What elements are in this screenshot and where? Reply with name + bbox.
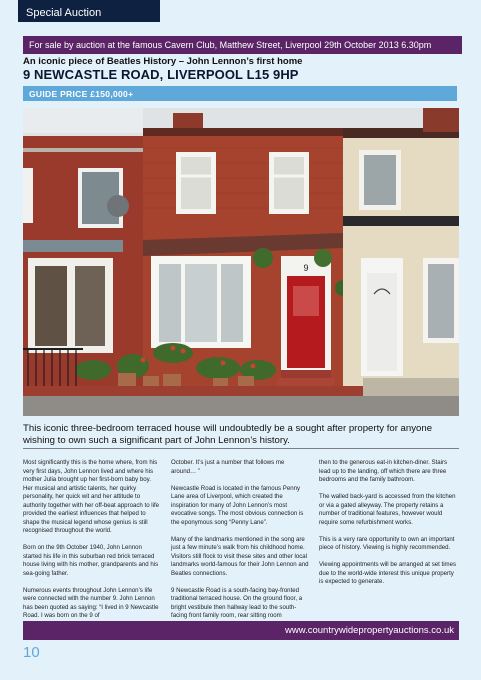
listing-subtitle: An iconic piece of Beatles History – John Lennon’s first home: [23, 56, 303, 67]
body-paragraph: Newcastle Road is located in the famous Penny Lane area of Liverpool, which created the inspiration for many of John Lennon’s most evocative songs. The most obvious connection is the eponymous song “Penny Lane”.: [171, 484, 304, 526]
guide-price-bar: GUIDE PRICE £150,000+: [23, 86, 457, 101]
property-photo: [23, 108, 459, 416]
door-number: 9: [303, 263, 309, 273]
body-paragraph: October. It’s just a number that follows me around… ”: [171, 459, 285, 475]
page-number: 10: [23, 644, 40, 661]
body-paragraph: The walled back-yard is accessed from the kitchen or via a gated alleyway. The property retains a number of traditional features, however would require some refurbishment works.: [319, 493, 456, 526]
website-link[interactable]: www.countrywidepropertyauctions.co.uk: [285, 625, 454, 636]
body-paragraph: 9 Newcastle Road is a south-facing bay-fronted traditional terraced house. On the ground floor, a bright vestibule then hallway lead to the south-facing front family room, rear sitting room: [171, 586, 303, 619]
body-paragraph: Most significantly this is the home where, from his very first days, John Lennon lived and where his mother Julia brought up her first-born baby boy. Her musical and artistic talents, her quirky personality, her quick wit and her attitude to authority together with her off-beat approach to life provided the earliest influences that helped to shape the musical legend whose genius is still recognised throughout the world.: [23, 459, 160, 534]
footer-bar: [23, 621, 459, 640]
body-column-2: [171, 459, 309, 629]
body-paragraph: Viewing appointments will be arranged at set times due to the world-wide interest this unique property is expected to generate.: [319, 561, 457, 585]
body-column-3: [319, 459, 457, 595]
body-paragraph: Many of the landmarks mentioned in the song are just a few minute’s walk from his childhood home. Visitors still flock to visit these sites and other local landmarks world-famous for their John Lennon and Beatles connections.: [171, 535, 309, 577]
auction-details-bar: For sale by auction at the famous Cavern Club, Matthew Street, Liverpool 29th October 2013 6.30pm: [23, 36, 462, 54]
body-paragraph: then to the generous eat-in kitchen-diner. Stairs lead up to the landing, off which there are three bedrooms and the family bathroom.: [319, 459, 448, 483]
listing-address: 9 NEWCASTLE ROAD, LIVERPOOL L15 9HP: [23, 67, 299, 82]
lead-paragraph: This iconic three-bedroom terraced house will undoubtedly be a sought after property for anyone wishing to own such a significant part of John Lennon’s history.: [23, 423, 433, 446]
body-column-1: [23, 459, 161, 629]
body-paragraph: This is a very rare opportunity to own an important piece of history. Viewing is highly recommended.: [319, 535, 455, 551]
body-paragraph: Numerous events throughout John Lennon’s life were connected with the number 9. John Lennon has been quoted as saying: “I lived in 9 Newcastle Road. I was born on the 9 of: [23, 586, 159, 619]
body-paragraph: Born on the 9th October 1940, John Lennon started his life in this suburban red brick terraced house living with his mother, grandparents and his sea-going father.: [23, 544, 159, 577]
section-tab: Special Auction: [18, 0, 160, 22]
divider: [23, 448, 459, 449]
